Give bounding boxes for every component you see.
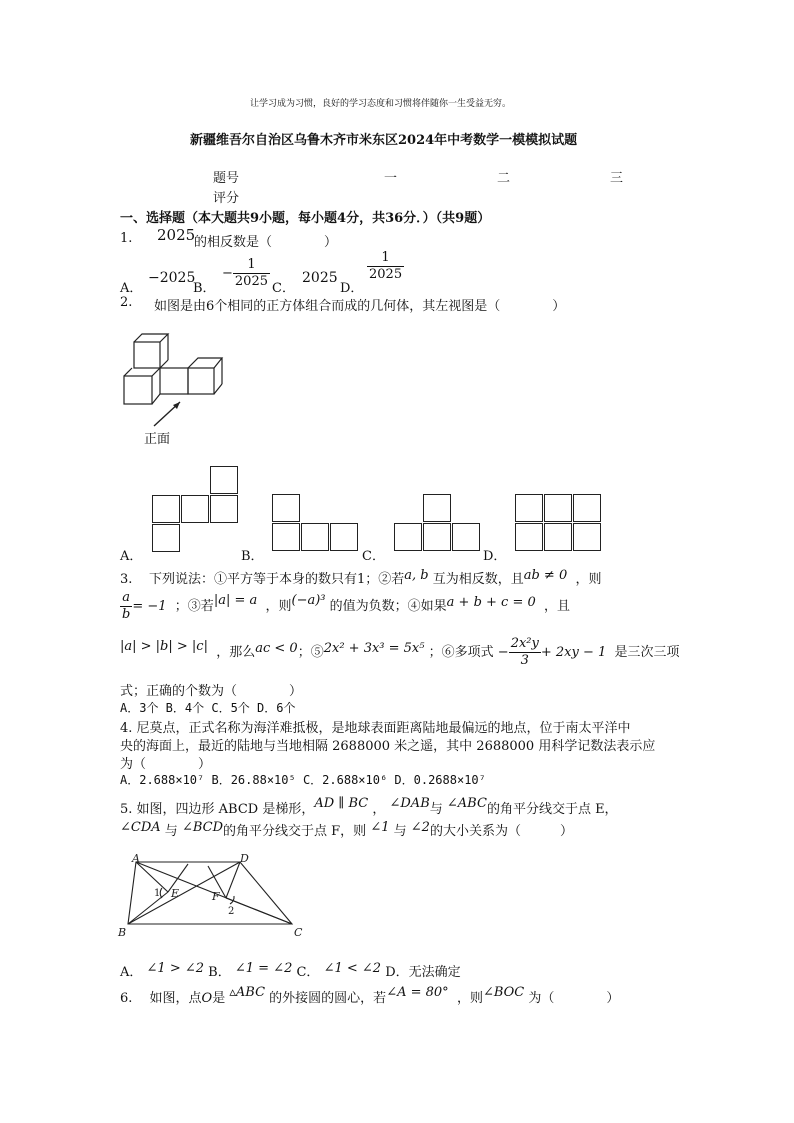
q3-options: A．3个 B．4个 C．5个 D．6个 (120, 701, 296, 715)
label-C: C (294, 926, 303, 939)
q5-optA: ∠1 > ∠2 (146, 961, 205, 976)
q3-poly-num: 2x²y (510, 636, 539, 651)
q1-optD-label: D． (340, 281, 364, 296)
label-angle-2: 2 (228, 906, 235, 917)
score-table-row1-label: 题号 (213, 171, 240, 186)
q5-parallel: AD ∥ BC (314, 796, 369, 811)
q5-p3: 与 (429, 802, 443, 817)
q3-p7: ，且 (544, 599, 571, 614)
q6-line (120, 985, 619, 1006)
q1-optC-label: C． (272, 281, 295, 296)
q3-number: 3. (120, 572, 133, 587)
q6-angA: ∠A = 80° (386, 985, 449, 1000)
q5-ang6: ∠2 (410, 820, 430, 835)
motto-text: 让学习成为习惯，良好的学习态度和习惯将伴随你一生受益无穷。 (250, 99, 512, 109)
q5-line2 (120, 820, 573, 839)
front-label: 正面 (144, 432, 171, 447)
page-title: 新疆维吾尔自治区乌鲁木齐市米东区2024年中考数学一模模拟试题 (190, 133, 578, 148)
q1-optD-den: 2025 (369, 267, 403, 282)
q3-p4: ；③若 (174, 599, 214, 614)
label-A: A (132, 852, 140, 865)
q3-p1: 下列说法：①平方等于本身的数只有1；②若 (148, 572, 405, 587)
q2-optB-label: B． (241, 549, 264, 564)
q1-number: 1. (120, 231, 133, 246)
q1-optB-label: B． (193, 281, 216, 296)
q2-number: 2. (120, 295, 133, 310)
q3-cond1: ab ≠ 0 (523, 568, 568, 583)
q3-p12: 式；正确的个数为（ ） (120, 684, 303, 699)
q3-p8: ，那么 (216, 645, 256, 660)
q3-ac-ineq: ac < 0 (255, 641, 298, 656)
q1-optB (222, 257, 270, 290)
q5-ang1: ∠DAB (389, 796, 430, 811)
q3-p11: 是三次三项 (614, 645, 680, 660)
q3-line3 (120, 636, 680, 669)
q3-frac-den: b (122, 607, 131, 622)
q6-pointO: O (201, 991, 213, 1006)
q2-optA-label: A． (120, 549, 143, 564)
q5-ang4: ∠BCD (181, 820, 224, 835)
q3-abs-ineq: |a| > |b| > |c| (120, 639, 208, 654)
q3-p9: ；⑤ (297, 645, 324, 660)
q5-p2: ， (372, 802, 386, 817)
q1-optB-sign: − (222, 266, 233, 281)
q5-ang2: ∠ABC (446, 796, 487, 811)
q5-p8: 的大小关系为（ ） (429, 824, 573, 839)
label-E: E (171, 887, 180, 900)
q1-expr: 2025 (157, 226, 196, 244)
q1-optD (367, 250, 404, 283)
q3-frac-eq: = −1 (132, 599, 167, 614)
q6-p3: 的外接圆的圆心，若 (269, 991, 387, 1006)
q2-optC-label: C． (362, 549, 385, 564)
q2-optA-figure (152, 466, 240, 554)
score-table-row2-label: 评分 (213, 191, 240, 206)
q5-p6: 的角平分线交于点 F，则 (223, 824, 367, 839)
label-D: D (240, 852, 249, 865)
score-table-col2: 二 (497, 171, 511, 186)
q2-optC-figure (394, 494, 482, 554)
q1-optB-num: 1 (233, 257, 270, 274)
q6-angBOC: ∠BOC (482, 985, 525, 1000)
q3-abs-eq: |a| = a (213, 593, 258, 608)
q2-optD-figure (515, 494, 603, 554)
q6-tri: ▵ABC (229, 985, 266, 1000)
q5-p7: 与 (393, 824, 407, 839)
q3-p6: 的值为负数；④如果 (329, 599, 447, 614)
q5-ang5: ∠1 (370, 820, 390, 835)
q2-text: 如图是由6个相同的正方体组合而成的几何体，其左视图是（ ） (154, 299, 566, 314)
q1-optB-den: 2025 (234, 274, 268, 289)
q5-options (120, 961, 461, 980)
q5-optB: ∠1 = ∠2 (234, 961, 293, 976)
q3-pow-expr: (−a)³ (291, 593, 326, 608)
q5-optD: D．无法确定 (385, 965, 461, 980)
q3-poly-den: 3 (520, 653, 529, 668)
q5-ang3: ∠CDA (120, 820, 161, 835)
q5-p4: 的角平分线交于点 E， (486, 802, 618, 817)
q6-p5: 为（ ） (528, 991, 620, 1006)
label-F: F (212, 890, 220, 903)
q3-p5: ，则 (265, 599, 292, 614)
q5-optA-label: A． (120, 965, 143, 980)
q6-p4: ，则 (456, 991, 483, 1006)
q3-p2: 互为相反数，且 (432, 572, 524, 587)
q4-line1: 4. 尼莫点，正式名称为海洋难抵极，是地球表面距离陆地最偏远的地点，位于南太平洋中 (120, 721, 631, 736)
q1-optA: −2025 (148, 270, 196, 286)
q5-optC: ∠1 < ∠2 (323, 961, 382, 976)
q2-optB-figure (272, 494, 360, 554)
q3-sum-eq: a + b + c = 0 (446, 595, 536, 610)
q4-options: A．2.688×10⁷ B．26.88×10⁵ C．2.688×10⁶ D．0.2688×10⁷ (120, 773, 486, 787)
q5-p5: 与 (164, 824, 178, 839)
q5-p1: 5. 如图，四边形 ABCD 是梯形， (120, 802, 315, 817)
q3-frac-num: a (120, 590, 132, 607)
q3-poly-rest: + 2xy − 1 (540, 645, 607, 660)
trapezoid-figure (116, 852, 312, 940)
label-angle-1: 1 (154, 888, 161, 899)
q1-optA-label: A． (120, 281, 143, 296)
q2-optD-label: D． (483, 549, 507, 564)
q3-p10: ；⑥多项式 (428, 645, 494, 660)
q3-p3: ，则 (575, 572, 602, 587)
q5-optC-label: C． (296, 965, 320, 980)
q6-p2: 是 (212, 991, 226, 1006)
q6-p1: 6. 如图，点 (120, 991, 202, 1006)
q5-optB-label: B． (208, 965, 231, 980)
q1-text: 的相反数是（ ） (194, 235, 338, 250)
section-heading: 一、选择题（本大题共9小题，每小题4分，共36分．）（共9题） (120, 211, 491, 226)
score-table-col1: 一 (384, 171, 398, 186)
score-table-col3: 三 (610, 171, 624, 186)
q3-eq5: 2x² + 3x³ = 5x⁵ (323, 641, 425, 656)
q3-line1 (120, 568, 602, 587)
cube-figure (118, 328, 248, 448)
q4-line3: 为（ ） (120, 757, 212, 772)
q5-line1 (120, 796, 618, 817)
q4-line2: 央的海面上，最近的陆地与当地相隔 2688000 米之遥，其中 2688000 用科学记数法表示应 (120, 739, 656, 754)
q3-vars-ab: a, b (404, 568, 429, 583)
q1-optD-num: 1 (367, 250, 404, 267)
q3-line2 (120, 590, 570, 623)
q3-poly-sign: − (497, 645, 509, 660)
q1-optC: 2025 (302, 270, 338, 286)
label-B: B (118, 926, 127, 939)
